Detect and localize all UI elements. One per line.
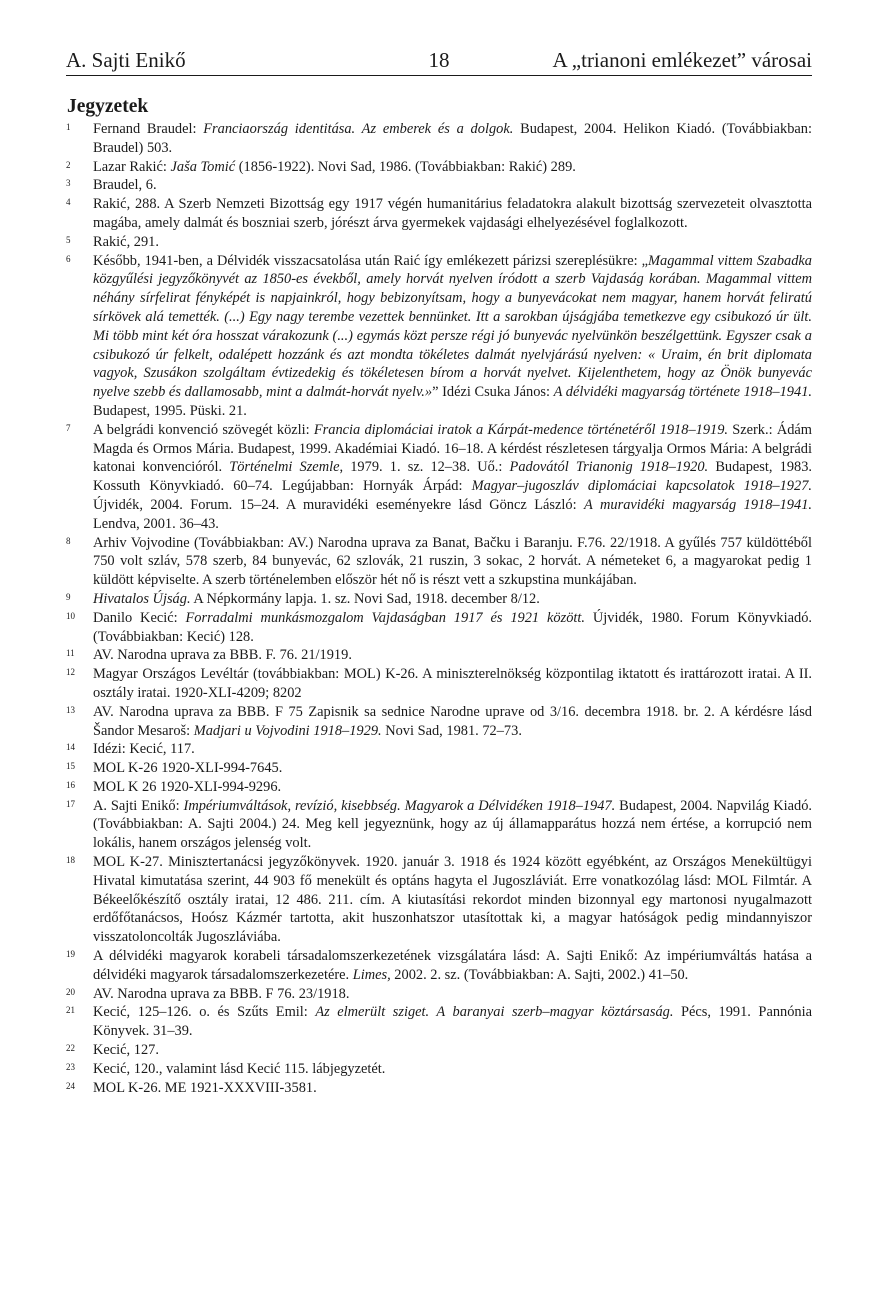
footnote-italic-segment: Francia diplomáciai iratok a Kárpát-medence történetéről 1918–1919. — [313, 421, 729, 438]
footnote — [66, 590, 812, 609]
footnote-italic-segment: A délvidéki magyarság története 1918–1941. — [553, 384, 812, 401]
footnote-italic-segment: Madjari u Vojvodini 1918–1929. — [193, 722, 382, 739]
footnote-italic-segment: Az elmerült sziget. A baranyai szerb–magyar köztársaság. — [315, 1004, 674, 1021]
footnote-text — [93, 947, 812, 985]
footnote-text — [93, 195, 812, 233]
footnote-segment: Rakić, 288. A Szerb Nemzeti Bizottság egy 1917 végén humanitárius feladatokra alakult bizottság szervezeteit olvasztotta magába, amely dalmát és boszniai szerb, jórészt árva gyermekek vajdasági elhelyezésével foglalkozott. — [93, 196, 812, 231]
footnote-number: 22 — [66, 1043, 75, 1054]
footnote-segment: MOL K 26 1920-XLI-994-9296. — [93, 778, 282, 795]
footnote-number: 11 — [66, 648, 75, 659]
footnote-text — [93, 534, 812, 590]
footnote-number: 5 — [66, 234, 71, 245]
footnote-text — [93, 609, 812, 647]
footnote-segment: Újvidék, 2004. Forum. 15–24. A muravidéki eseményekre lásd Göncz László: — [93, 496, 585, 513]
footnote — [66, 252, 812, 421]
footnote — [66, 158, 812, 177]
footnote-number: 9 — [66, 591, 71, 602]
footnote-segment: Budapest, 2004. Napvilág Kiadó. (Továbbiakban: A. Sajti 2004.) 24. Meg kell jegyeznünk, hogy az új államapparátus hozzá nem értése, a korrupció nem lokális, hanem országos jelenség volt. — [93, 797, 812, 852]
footnote-segment: Novi Sad, 1981. 72–73. — [381, 722, 522, 739]
footnote-text — [93, 759, 812, 778]
footnote-text — [93, 421, 812, 534]
footnote-segment: AV. Narodna uprava za BBB. F. 76. 21/1919. — [93, 647, 352, 664]
footnote-segment: Idézi: Kecić, 117. — [93, 741, 195, 758]
footnote — [66, 797, 812, 853]
footnote-italic-segment: Jaša Tomić — [170, 158, 236, 175]
footnote-text — [93, 797, 812, 853]
footnote-number: 12 — [66, 667, 75, 678]
header-author: A. Sajti Enikő — [66, 48, 186, 72]
footnote — [66, 534, 812, 590]
footnote-italic-segment: Limes, — [352, 966, 391, 983]
footnote-text — [93, 985, 812, 1004]
footnote — [66, 759, 812, 778]
footnote-number: 1 — [66, 122, 71, 132]
footnote — [66, 120, 812, 158]
footnote-text — [93, 703, 812, 741]
footnote-number: 10 — [66, 610, 75, 621]
footnote-segment: Kecić, 120., valamint lásd Kecić 115. lábjegyzetét. — [93, 1060, 386, 1077]
footnote-number: 14 — [66, 742, 75, 753]
footnote-segment: Budapest, 1983. Kossuth Könyvkiadó. 60–74. Legújabban: Hornyák Árpád: — [93, 459, 813, 495]
footnote-number: 20 — [66, 986, 75, 997]
footnote-segment: Budapest, 1995. Püski. 21. — [93, 402, 247, 419]
footnote-italic-segment: Padovától Trianonig 1918–1920. — [509, 459, 709, 476]
footnote-segment: Magyar Országos Levéltár (továbbiakban: MOL) K-26. A miniszterelnökség központilag iktatott és irattározott iratai. A II. osztály iratai. 1920-XLI-4209; 8202 — [93, 666, 812, 701]
footnote-segment: MOL K-26. ME 1921-XXXVIII-3581. — [93, 1079, 317, 1096]
footnote-text — [93, 778, 812, 797]
footnote — [66, 947, 812, 985]
footnote-segment: AV. Narodna uprava za BBB. F 75 Zapisnik sa sednice Narodne uprave od 3/16. decembra 1918. br. 2. A kérdésre lásd Šandor Mesaroš: — [93, 703, 812, 739]
footnote-italic-segment: Forradalmi munkásmozgalom Vajdaságban 1917 és 1921 között. — [185, 609, 585, 626]
footnote-segment: MOL K-27. Minisztertanácsi jegyzőkönyvek. 1920. január 3. 1918 és 1924 között egyébként, az Országos Menekültügyi Hivatal kimutatása szerint, 44 903 fő menekült és optáns hagyta el Jugoszláviát. Erre vonatkozólag lásd: MOL Filmtár. A Békeelőkészítő osztály iratai, 12 486. 211. cím. A kiutasítási rekordot minden bizonnyal egy martonosi nyugalmazott erdőfőtanácsos, Hoósz Kázmér tartotta, akit huszonhatszor utasítottak ki, a magyar hatóságok pedig mindannyiszor visszatoloncolták Jugoszláviába. — [93, 854, 812, 946]
footnote-text — [93, 646, 812, 665]
footnote-segment: Fernand Braudel: — [93, 121, 204, 137]
footnote-italic-segment: Magammal vittem Szabadka közgyűlési jegyzőkönyvét az 1850-es évekből, amely horvát nyelven íródott a szerb Vajdaság korában. Magammal vittem néhány sírfelirat fényképét is napjainkról, hogy bebizonyítsam, hogy a bunyevácokat nem magyar, hanem horvát feliratú sírkövek alá temették. (...) Egy nagy terembe vezettek bennünket. Itt a sarokban újságjába temetkezve egy csibukozó úr ült. Mi több mint két óra hosszat várakozunk (...) egymás közt persze régi jó bunyevác nyelvünkön beszélgettünk. Egyszer csak a csibukozó úr felkelt, odalépett hozzánk és azt mondta tökéletes dalmát nyelvjárású nyelven: « Uraim, én brit diplomata vagyok, Szusákon szolgáltam évtizedekig és tökéletesen bírom a horvát nyelvet. Kijelenthetem, hogy az Önök bunyevác nyelve szebb és dallamosabb, mint a dalmát-horvát nyelv.» — [93, 252, 812, 401]
footnote — [66, 195, 812, 233]
footnote-text — [93, 853, 812, 947]
footnote-segment: AV. Narodna uprava za BBB. F 76. 23/1918. — [93, 985, 350, 1002]
footnote-text — [93, 252, 812, 421]
footnote-number: 13 — [66, 704, 75, 715]
footnote-text — [93, 1060, 812, 1079]
footnote-number: 8 — [66, 535, 71, 546]
footnote-text — [93, 176, 812, 195]
footnote-text — [93, 158, 812, 177]
header-title: A „trianoni emlékezet” városai — [552, 48, 812, 72]
footnote-text — [93, 590, 812, 609]
footnote-number: 16 — [66, 779, 75, 790]
footnote-segment: Kecić, 127. — [93, 1042, 159, 1059]
footnote — [66, 233, 812, 252]
footnote-segment: Lendva, 2001. 36–43. — [93, 515, 219, 532]
footnote-number: 17 — [66, 798, 75, 809]
footnote-segment: Lazar Rakić: — [93, 158, 171, 175]
footnote-number: 2 — [66, 159, 71, 170]
footnote-segment: Kecić, 125–126. o. és Szűts Emil: — [93, 1004, 316, 1021]
footnote — [66, 740, 812, 759]
footnote — [66, 778, 812, 797]
footnote-text — [93, 120, 812, 158]
footnote — [66, 176, 812, 195]
footnote — [66, 609, 812, 647]
footnote-italic-segment: A muravidéki magyarság 1918–1941. — [584, 496, 812, 513]
footnote — [66, 665, 812, 703]
footnote-number: 23 — [66, 1061, 75, 1072]
footnote-text — [93, 1041, 812, 1060]
footnote-segment: A délvidéki magyarok korabeli társadalomszerkezetének vizsgálatára lásd: A. Sajti Enikő: Az impériumváltás hatása a délvidéki magyarok társadalomszerkezetére. — [93, 948, 812, 983]
footnote — [66, 1003, 812, 1041]
running-header — [66, 43, 812, 73]
footnote-segment: Budapest, 2004. Helikon Kiadó. (Továbbiakban: Braudel) 503. — [93, 121, 812, 156]
footnote-segment: Szerk.: Ádám Magda és Ormos Mária. Budapest, 1999. Akadémiai Kiadó. 16–18. A kérdést részletesen tárgyalja Ormos Mária: A belgrádi katonai konvencióról. — [93, 421, 812, 476]
footnote — [66, 853, 812, 947]
footnote-italic-segment: Magyar–jugoszláv diplomáciai kapcsolatok 1918–1927. — [471, 478, 812, 495]
footnote-segment: A Népkormány lapja. 1. sz. Novi Sad, 1918. december 8/12. — [190, 590, 540, 607]
footnote — [66, 421, 812, 534]
footnote-italic-segment: Impériumváltások, revízió, kisebbség. Magyarok a Délvidéken 1918–1947. — [183, 797, 616, 814]
footnote-number: 18 — [66, 855, 75, 866]
footnote-number: 7 — [66, 422, 71, 433]
footnote-segment: MOL K-26 1920-XLI-994-7645. — [93, 760, 283, 777]
footnote-number: 15 — [66, 761, 75, 772]
footnote-text — [93, 665, 812, 703]
footnote-text — [93, 233, 812, 252]
footnote-segment: Pécs, 1991. Pannónia Könyvek. 31–39. — [93, 1004, 812, 1040]
header-rule — [66, 75, 812, 76]
footnote-number: 6 — [66, 253, 71, 264]
page-number: 18 — [428, 48, 450, 72]
footnote-segment: (1856-1922). Novi Sad, 1986. (Továbbiakban: Rakić) 289. — [235, 158, 576, 175]
footnote-segment: Újvidék, 1980. Forum Könyvkiadó. (Továbbiakban: Kecić) 128. — [93, 609, 812, 645]
footnote-italic-segment: Történelmi Szemle — [229, 459, 340, 476]
footnote-text — [93, 740, 812, 759]
footnote-segment: 2002. 2. sz. (Továbbiakban: A. Sajti, 2002.) 41–50. — [390, 966, 689, 983]
footnote-segment: Danilo Kecić: — [93, 609, 186, 626]
footnote-segment: , 1979. 1. sz. 12–38. Uő.: — [339, 459, 510, 476]
footnote-segment: ” Idézi Csuka János: — [432, 384, 554, 401]
footnotes-list — [66, 120, 812, 1097]
footnote — [66, 646, 812, 665]
footnote-number: 19 — [66, 949, 75, 960]
footnote-segment: Rakić, 291. — [93, 233, 159, 250]
footnote-number: 4 — [66, 197, 71, 208]
footnote-text — [93, 1079, 812, 1098]
footnote-segment: Később, 1941-ben, a Délvidék visszacsatolása után Raić így emlékezett párizsi szereplésükre: „ — [93, 252, 649, 269]
footnote — [66, 703, 812, 741]
footnote-segment: A belgrádi konvenció szövegét közli: — [93, 421, 314, 438]
footnote — [66, 985, 812, 1004]
footnote-segment: Braudel, 6. — [93, 177, 157, 194]
footnote — [66, 1060, 812, 1079]
notes-heading: Jegyzetek — [67, 96, 149, 117]
footnote-text — [93, 1003, 812, 1041]
footnote — [66, 1041, 812, 1060]
footnote-italic-segment: Franciaország identitása. Az emberek és a dolgok. — [203, 121, 514, 137]
footnote-number: 24 — [66, 1080, 75, 1091]
footnote-segment: Arhiv Vojvodine (Továbbiakban: AV.) Narodna uprava za Banat, Bačku i Baranju. F.76. 22/1918. A gyűlés 757 küldöttéből 750 volt szláv, 578 szerb, 84 bunyevác, 62 szlovák, 21 ruszin, 3 sokac, 2 horvát. A németeket 6, a magyarokat pedig 1 küldött képviselte. A szerb történelemben először hét nő is részt vett a szkupstina munkájában. — [93, 534, 812, 589]
footnote-segment: A. Sajti Enikő: — [93, 797, 184, 814]
footnote — [66, 1079, 812, 1098]
footnote-italic-segment: Hivatalos Újság. — [93, 590, 191, 607]
footnote-number: 21 — [66, 1005, 75, 1016]
footnote-number: 3 — [66, 178, 71, 189]
